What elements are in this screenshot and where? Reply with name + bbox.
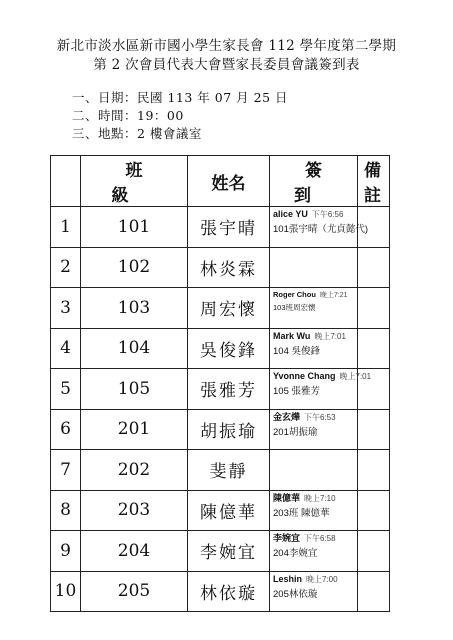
sign-text: 203班 陳億華 bbox=[273, 507, 330, 519]
row-note-cell[interactable] bbox=[358, 328, 390, 369]
row-name: 吳俊鋒 bbox=[188, 328, 270, 369]
row-note-cell[interactable] bbox=[358, 288, 390, 329]
row-class: 103 bbox=[81, 288, 188, 329]
document-title-line1: 新北市淡水區新市國小學生家長會 112 學年度第二學期 bbox=[56, 38, 397, 54]
sign-time: 下午6:56 bbox=[311, 210, 344, 219]
row-signature-cell[interactable] bbox=[270, 288, 358, 329]
sign-text: 204李婉宜 bbox=[273, 548, 318, 560]
header-name: 姓名 bbox=[188, 156, 270, 207]
table-row bbox=[51, 490, 390, 531]
table-row bbox=[51, 450, 390, 491]
row-number: 1 bbox=[51, 207, 81, 248]
header-number bbox=[51, 156, 81, 207]
row-signature-cell[interactable] bbox=[270, 207, 369, 248]
row-class: 203 bbox=[81, 490, 188, 531]
row-class: 104 bbox=[81, 328, 188, 369]
signer-name: Roger Chou bbox=[273, 290, 316, 299]
table-row bbox=[51, 571, 390, 612]
signer-name: Yvonne Chang bbox=[273, 371, 336, 381]
table-row bbox=[51, 328, 390, 369]
table-row bbox=[51, 288, 390, 329]
row-class: 102 bbox=[81, 247, 188, 288]
row-number: 5 bbox=[51, 369, 81, 410]
sign-text: 101張宇晴（尤貞懿代) bbox=[273, 224, 369, 236]
signer-name: alice YU bbox=[273, 209, 308, 219]
sign-time: 下午6:58 bbox=[304, 534, 336, 543]
signer-name: Leshin bbox=[273, 573, 303, 584]
sign-text: 104 吳俊鋒 bbox=[273, 345, 320, 357]
row-note-cell[interactable] bbox=[358, 450, 390, 491]
row-signature-cell[interactable] bbox=[270, 409, 358, 450]
meeting-date: 一、日期：民國 113 年 07 月 25 日 bbox=[72, 90, 289, 105]
row-signature-cell[interactable] bbox=[270, 571, 358, 612]
header-class: 班級 bbox=[81, 156, 188, 207]
row-class: 204 bbox=[81, 531, 188, 572]
signature-entry bbox=[270, 572, 357, 601]
row-number: 6 bbox=[51, 409, 81, 450]
row-name: 林炎霖 bbox=[188, 247, 270, 288]
signature-entry bbox=[270, 288, 357, 312]
table-row bbox=[51, 247, 390, 288]
sign-text: 105 張雅芳 bbox=[273, 386, 320, 398]
sign-text: 103班周宏懷 bbox=[273, 302, 316, 312]
signature-entry bbox=[270, 207, 369, 236]
row-number: 7 bbox=[51, 450, 81, 491]
row-note-cell[interactable] bbox=[358, 490, 390, 531]
row-number: 4 bbox=[51, 328, 81, 369]
row-number: 8 bbox=[51, 490, 81, 531]
sign-time: 晚上7:10 bbox=[304, 493, 336, 503]
row-number: 2 bbox=[51, 247, 81, 288]
table-row bbox=[51, 207, 390, 248]
row-note-cell[interactable] bbox=[358, 531, 390, 572]
sign-time: 晚上7:00 bbox=[306, 574, 338, 584]
signature-entry bbox=[270, 531, 357, 560]
row-note-cell[interactable] bbox=[358, 247, 390, 288]
row-name: 李婉宜 bbox=[188, 531, 270, 572]
table-row bbox=[51, 409, 390, 450]
row-signature-cell[interactable] bbox=[270, 450, 358, 491]
row-signature-cell[interactable] bbox=[270, 328, 358, 369]
sign-text: 201胡振瑜 bbox=[273, 426, 318, 438]
row-class: 201 bbox=[81, 409, 188, 450]
signer-name: 金玄燁 bbox=[273, 411, 301, 422]
row-name: 林依璇 bbox=[188, 571, 270, 612]
row-class: 105 bbox=[81, 369, 188, 410]
sign-time: 晚上7:21 bbox=[319, 292, 348, 299]
signature-entry bbox=[270, 410, 357, 439]
signer-name: Mark Wu bbox=[273, 330, 311, 341]
signature-entry bbox=[270, 329, 357, 358]
row-number: 9 bbox=[51, 531, 81, 572]
sign-text: 205林依璇 bbox=[273, 588, 318, 600]
sign-in-table bbox=[50, 155, 390, 612]
row-name: 斐靜 bbox=[188, 450, 270, 491]
row-signature-cell[interactable] bbox=[270, 369, 372, 410]
sign-time: 晚上7:01 bbox=[314, 331, 346, 341]
row-name: 張宇晴 bbox=[188, 207, 270, 248]
signer-name: 陳億華 bbox=[273, 492, 301, 503]
signature-entry bbox=[270, 369, 372, 398]
signature-entry bbox=[270, 491, 357, 520]
table-row bbox=[51, 369, 390, 410]
row-note-cell[interactable] bbox=[358, 571, 390, 612]
meeting-place: 三、地點：2 樓會議室 bbox=[72, 126, 202, 141]
row-name: 張雅芳 bbox=[188, 369, 270, 410]
row-name: 周宏懷 bbox=[188, 288, 270, 329]
row-name: 陳億華 bbox=[188, 490, 270, 531]
row-class: 202 bbox=[81, 450, 188, 491]
row-signature-cell[interactable] bbox=[270, 247, 358, 288]
row-class: 205 bbox=[81, 571, 188, 612]
meeting-time: 二、時間：19：00 bbox=[72, 108, 184, 123]
table-row bbox=[51, 531, 390, 572]
signer-name: 李婉宜 bbox=[273, 533, 301, 543]
row-note-cell[interactable] bbox=[358, 409, 390, 450]
sign-time: 下午6:53 bbox=[304, 412, 336, 422]
row-number: 10 bbox=[51, 571, 81, 612]
table-header-row bbox=[51, 156, 390, 207]
row-name: 胡振瑜 bbox=[188, 409, 270, 450]
row-signature-cell[interactable] bbox=[270, 531, 358, 572]
row-signature-cell[interactable] bbox=[270, 490, 358, 531]
sign-time: 晚上7:01 bbox=[339, 372, 372, 381]
row-class: 101 bbox=[81, 207, 188, 248]
row-number: 3 bbox=[51, 288, 81, 329]
document-title-line2: 第 2 次會員代表大會暨家長委員會議簽到表 bbox=[93, 57, 360, 73]
header-note: 備註 bbox=[358, 156, 390, 207]
header-sign: 簽到 bbox=[270, 156, 358, 207]
